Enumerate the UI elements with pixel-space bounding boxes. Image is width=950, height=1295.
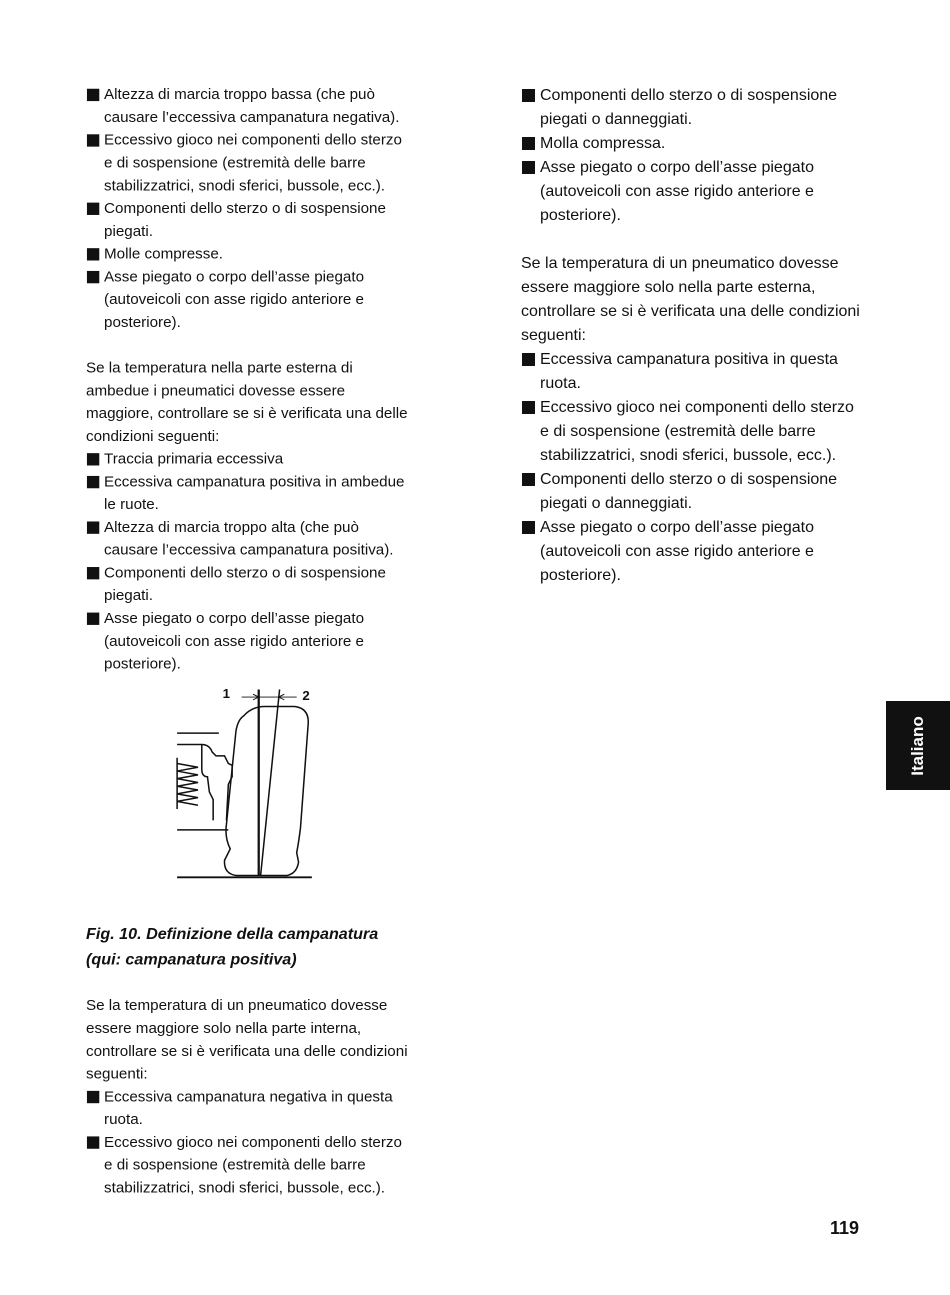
list-item: Altezza di marcia troppo bassa (che può causare l’eccessiva campanatura negativa). [86,84,409,130]
list-item: Asse piegato o corpo dell’asse piegato (autoveicoli con asse rigido anteriore e posteriore). [86,608,409,676]
bullet-list [521,348,866,588]
language-tab-label: Italiano [908,715,927,776]
list-item: Componenti dello sterzo o di sospensione piegati. [86,562,409,608]
list-item: Eccessiva campanatura positiva in ambedue le ruote. [86,471,409,517]
list-item: Asse piegato o corpo dell’asse piegato (autoveicoli con asse rigido anteriore e posteriore). [521,516,866,588]
list-item: Eccessiva campanatura negativa in questa ruota. [86,1086,409,1132]
list-item: Molle compresse. [86,243,409,266]
paragraph: Se la temperatura di un pneumatico dovesse essere maggiore solo nella parte esterna, controllare se si è verificata una delle condizioni seguenti: [521,255,860,344]
list-item: Molla compressa. [521,132,866,156]
wheel-camber-diagram [86,686,409,914]
paragraph: Se la temperatura di un pneumatico dovesse essere maggiore solo nella parte interna, controllare se si è verificata una delle condizioni seguenti: [86,997,408,1083]
figure-label-2: 2 [302,687,310,703]
figure-label-1: 1 [222,685,231,701]
list-item: Eccessivo gioco nei componenti dello sterzo e di sospensione (estremità delle barre stabilizzatrici, snodi sferici, bussole, ecc.). [86,1132,409,1200]
left-column [86,84,409,1200]
list-item: Componenti dello sterzo o di sospensione piegati o danneggiati. [521,84,866,132]
list-item: Asse piegato o corpo dell’asse piegato (autoveicoli con asse rigido anteriore e posteriore). [86,266,409,334]
list-item: Eccessivo gioco nei componenti dello sterzo e di sospensione (estremità delle barre stabilizzatrici, snodi sferici, bussole, ecc.). [86,130,409,198]
camber-figure [86,686,409,914]
bullet-list [86,448,409,676]
right-column [521,84,866,588]
caption-line: Fig. 10. Definizione della campanatura [86,924,379,943]
paragraph: Se la temperatura nella parte esterna di ambedue i pneumatici dovesse essere maggiore, controllare se si è verificata una delle condizioni seguenti: [86,360,408,445]
bullet-list [86,1086,409,1200]
page-number: 119 [830,1218,860,1238]
caption-line: (qui: campanatura positiva) [86,950,297,969]
bullet-list [86,84,409,335]
list-item: Eccessiva campanatura positiva in questa ruota. [521,348,866,396]
language-tab [886,701,950,790]
list-item: Traccia primaria eccessiva [86,448,409,471]
list-item: Eccessivo gioco nei componenti dello sterzo e di sospensione (estremità delle barre stabilizzatrici, snodi sferici, bussole, ecc.). [521,396,866,468]
bullet-list [521,84,866,228]
list-item: Altezza di marcia troppo alta (che può causare l’eccessiva campanatura positiva). [86,517,409,563]
list-item: Componenti dello sterzo o di sospensione piegati. [86,198,409,244]
figure-caption [86,921,409,972]
list-item: Asse piegato o corpo dell’asse piegato (autoveicoli con asse rigido anteriore e posteriore). [521,156,866,228]
list-item: Componenti dello sterzo o di sospensione piegati o danneggiati. [521,468,866,516]
